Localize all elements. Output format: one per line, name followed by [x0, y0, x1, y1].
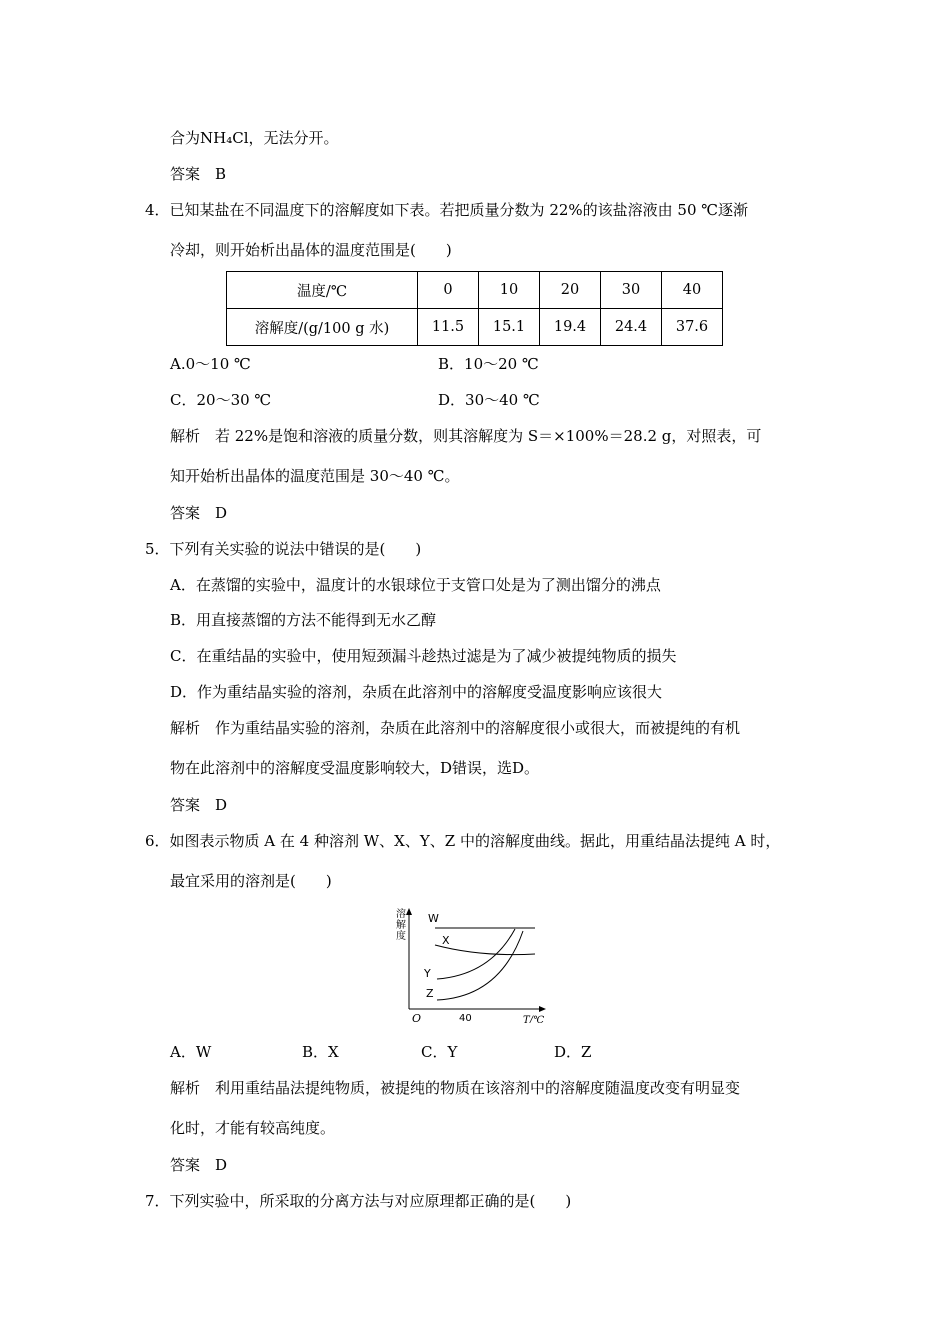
explanation-line: 解析 利用重结晶法提纯物质，被提纯的物质在该溶剂中的溶解度随温度改变有明显变 [170, 1079, 741, 1097]
curve-label-x: X [442, 934, 450, 947]
y-axis-label: 溶 解 度 [396, 909, 406, 942]
curve-x [435, 945, 535, 955]
question-7: 7．下列实验中，所采取的分离方法与对应原理都正确的是( ) [145, 1192, 572, 1210]
explanation-line: 解析 若 22%是饱和溶液的质量分数，则其溶解度为 S＝×100%＝28.2 g，对照表，可 [170, 427, 762, 445]
curve-label-z: Z [426, 987, 434, 1000]
explanation-line: 知开始析出晶体的温度范围是 30～40 ℃。 [170, 467, 460, 485]
x-axis-label: T/℃ [523, 1015, 545, 1023]
table-cell: 40 [662, 272, 723, 309]
answer-line: 答案 B [170, 165, 227, 183]
answer-line: 答案 D [170, 796, 228, 814]
option-b: B．10～20 ℃ [438, 355, 539, 373]
question-4-line-2: 冷却，则开始析出晶体的温度范围是( ) [170, 241, 452, 259]
option-c: C．20～30 ℃ [170, 391, 272, 409]
table-cell: 20 [540, 272, 601, 309]
table-cell: 24.4 [601, 309, 662, 346]
option-a: A．W [170, 1043, 212, 1061]
table-cell: 37.6 [662, 309, 723, 346]
solubility-table [226, 271, 723, 346]
table-cell: 溶解度/(g/100 g 水) [227, 309, 418, 346]
option-b: B．用直接蒸馏的方法不能得到无水乙醇 [170, 611, 437, 629]
solubility-curve-figure [395, 905, 555, 1023]
curve-z [437, 931, 523, 1000]
answer-line: 答案 D [170, 504, 228, 522]
text-line: 合为NH₄Cl，无法分开。 [170, 129, 339, 147]
table-cell: 30 [601, 272, 662, 309]
table-cell: 19.4 [540, 309, 601, 346]
table-cell: 15.1 [479, 309, 540, 346]
answer-line: 答案 D [170, 1156, 228, 1174]
table-row [227, 309, 723, 346]
option-c: C．在重结晶的实验中，使用短颈漏斗趁热过滤是为了减少被提纯物质的损失 [170, 647, 677, 665]
table-row [227, 272, 723, 309]
option-c: C．Y [421, 1043, 458, 1061]
x-axis-arrow [539, 1006, 546, 1012]
explanation-line: 化时，才能有较高纯度。 [170, 1119, 336, 1137]
option-b: B．X [302, 1043, 339, 1061]
explanation-line: 解析 作为重结晶实验的溶剂，杂质在此溶剂中的溶解度很小或很大，而被提纯的有机 [170, 719, 741, 737]
option-d: D．30～40 ℃ [438, 391, 540, 409]
question-6-line-2: 最宜采用的溶剂是( ) [170, 872, 332, 890]
option-d: D．作为重结晶实验的溶剂，杂质在此溶剂中的溶解度受温度影响应该很大 [170, 683, 663, 701]
table-cell: 10 [479, 272, 540, 309]
table-cell: 温度/℃ [227, 272, 418, 309]
curve-label-w: W [428, 912, 439, 925]
question-5: 5．下列有关实验的说法中错误的是( ) [145, 540, 422, 558]
option-d: D．Z [554, 1043, 592, 1061]
explanation-line: 物在此溶剂中的溶解度受温度影响较大，D错误，选D。 [170, 759, 540, 777]
curve-label-y: Y [424, 967, 431, 980]
x-tick-label: 40 [459, 1013, 472, 1023]
origin-label: O [412, 1012, 422, 1023]
option-a: A．在蒸馏的实验中，温度计的水银球位于支管口处是为了测出馏分的沸点 [170, 576, 661, 594]
option-a: A.0～10 ℃ [170, 355, 251, 373]
question-6-line-1: 6．如图表示物质 A 在 4 种溶剂 W、X、Y、Z 中的溶解度曲线。据此，用重结晶法提纯 A 时， [145, 832, 781, 850]
table-cell: 0 [418, 272, 479, 309]
table-cell: 11.5 [418, 309, 479, 346]
question-4-line-1: 4．已知某盐在不同温度下的溶解度如下表。若把质量分数为 22%的该盐溶液由 50 ℃逐渐 [145, 201, 749, 219]
